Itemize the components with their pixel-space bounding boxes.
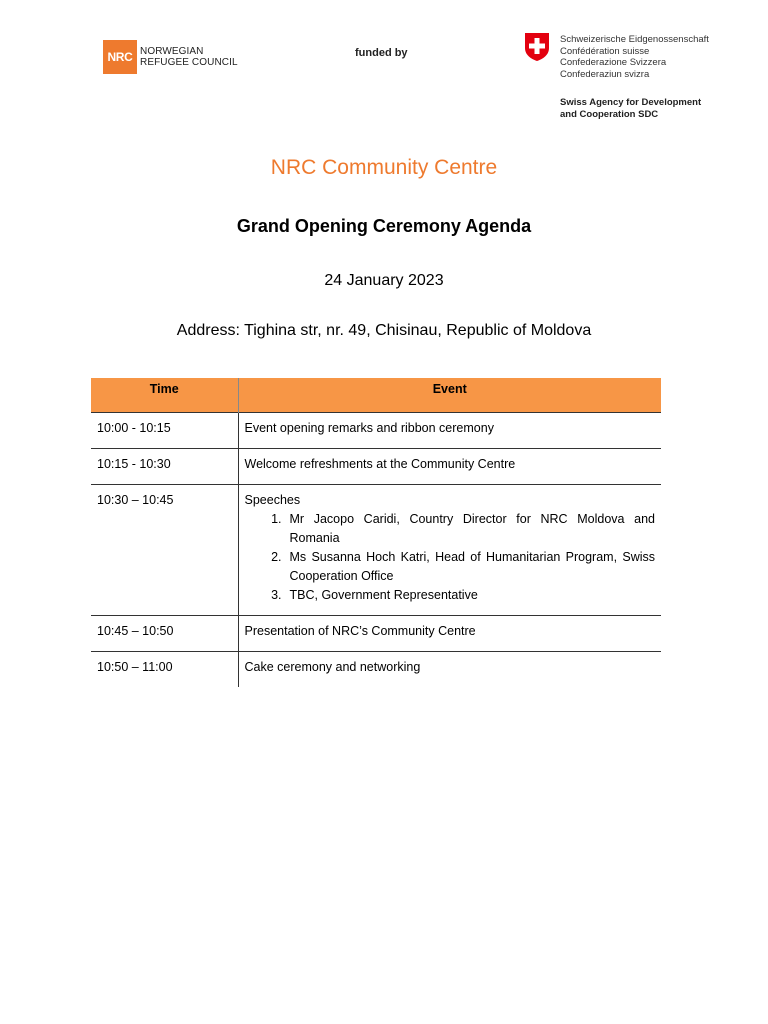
event-date: 24 January 2023 bbox=[324, 272, 444, 289]
sdc-agency-name bbox=[560, 97, 701, 121]
event-address: Address: Tighina str, nr. 49, Chisinau, Republic of Moldova bbox=[176, 322, 592, 339]
swiss-shield-icon bbox=[524, 32, 550, 62]
table-row bbox=[91, 412, 661, 448]
list-item bbox=[245, 510, 656, 548]
time-cell: 10:15 - 10:30 bbox=[91, 448, 238, 484]
table-row bbox=[91, 484, 661, 615]
event-cell bbox=[238, 484, 661, 615]
nrc-logo-text bbox=[140, 46, 238, 68]
funded-by-label: funded by bbox=[355, 47, 408, 59]
document-subtitle: Grand Opening Ceremony Agenda bbox=[236, 216, 532, 236]
time-cell: 10:30 – 10:45 bbox=[91, 484, 238, 615]
nrc-logo-line2: REFUGEE COUNCIL bbox=[140, 57, 238, 68]
table-row bbox=[91, 448, 661, 484]
event-column-header: Event bbox=[238, 378, 661, 412]
event-cell: Event opening remarks and ribbon ceremony bbox=[238, 412, 661, 448]
document-title: NRC Community Centre bbox=[270, 156, 498, 179]
time-cell: 10:45 – 10:50 bbox=[91, 615, 238, 651]
list-number: 2. bbox=[271, 549, 282, 564]
event-cell: Cake ceremony and networking bbox=[238, 651, 661, 687]
swiss-name-rm: Confederaziun svizra bbox=[560, 68, 650, 80]
list-number: 1. bbox=[271, 511, 282, 526]
time-column-header: Time bbox=[91, 378, 238, 412]
speaker-text: Mr Jacopo Caridi, Country Director for NRC Moldova and Romania bbox=[289, 511, 655, 545]
list-item bbox=[245, 548, 656, 586]
agenda-table bbox=[91, 378, 661, 687]
time-cell: 10:50 – 11:00 bbox=[91, 651, 238, 687]
swiss-name-it: Confederazione Svizzera bbox=[560, 57, 667, 68]
speeches-label: Speeches bbox=[244, 492, 301, 507]
agenda-header-row bbox=[91, 378, 661, 412]
speaker-text: TBC, Government Representative bbox=[289, 587, 478, 602]
nrc-logo bbox=[103, 40, 238, 74]
event-cell: Presentation of NRC’s Community Centre bbox=[238, 615, 661, 651]
swiss-name-de: Schweizerische Eidgenossenschaft bbox=[560, 34, 709, 45]
table-row bbox=[91, 615, 661, 651]
time-cell: 10:00 - 10:15 bbox=[91, 412, 238, 448]
sdc-line1: Swiss Agency for Development bbox=[560, 97, 702, 108]
speaker-text: Ms Susanna Hoch Katri, Head of Humanitarian Program, Swiss Cooperation Office bbox=[289, 549, 655, 583]
swiss-official-names bbox=[560, 34, 709, 80]
list-item bbox=[245, 586, 656, 605]
nrc-logo-line1: NORWEGIAN bbox=[140, 46, 204, 57]
table-row bbox=[91, 651, 661, 687]
swiss-name-fr: Confédération suisse bbox=[560, 45, 650, 57]
nrc-logo-mark: NRC bbox=[103, 40, 137, 74]
sdc-line2: and Cooperation SDC bbox=[560, 109, 659, 120]
list-number: 3. bbox=[271, 587, 282, 602]
event-cell: Welcome refreshments at the Community Centre bbox=[238, 448, 661, 484]
speakers-list bbox=[245, 510, 656, 605]
